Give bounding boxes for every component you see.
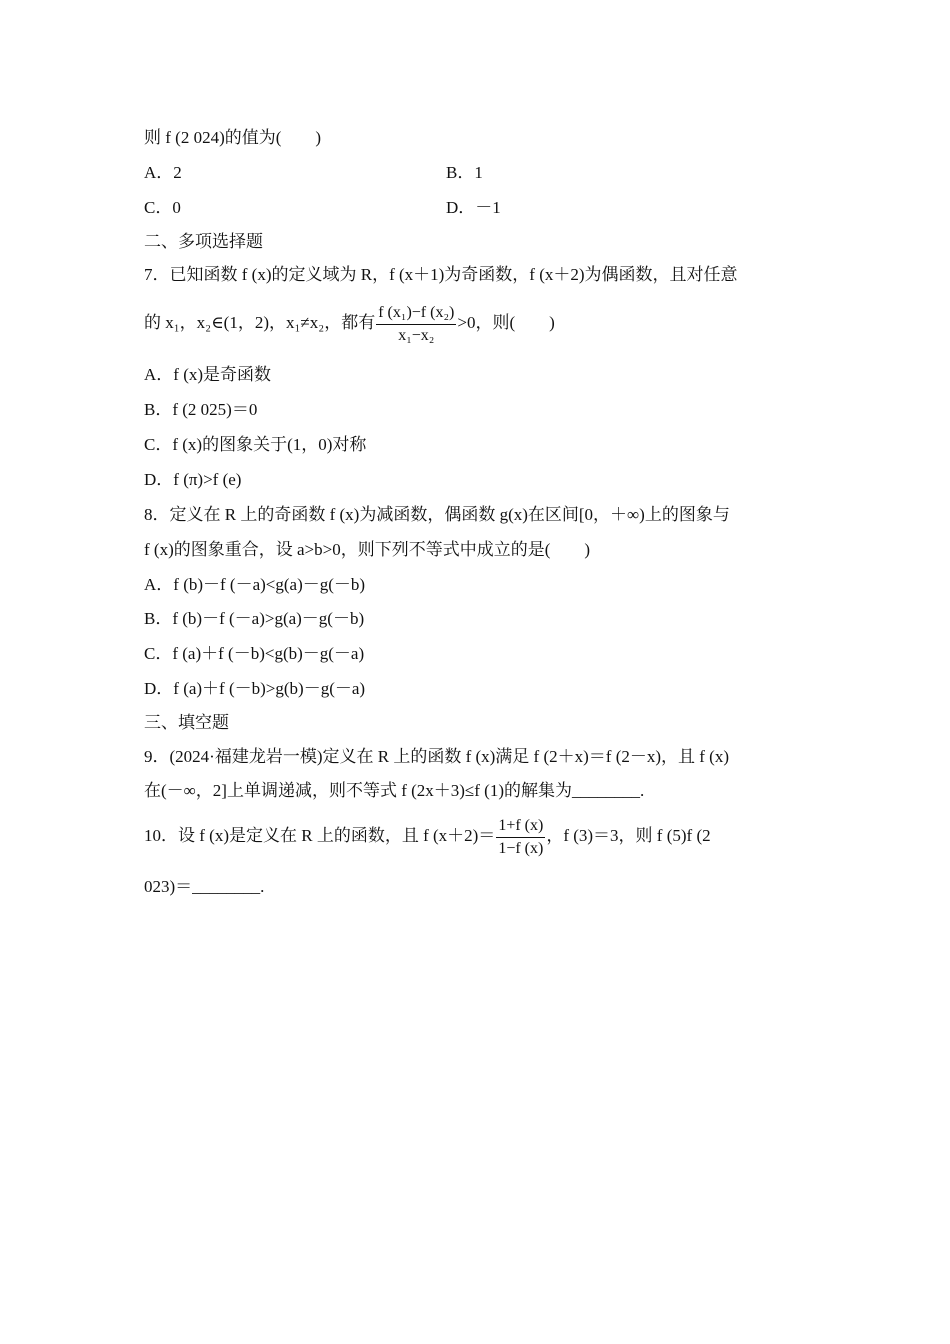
q10-stem-line1-prefix: 10．设 f (x)是定义在 R 上的函数，且 f (x＋2)＝	[144, 826, 496, 845]
q7-stem-line1: 7．已知函数 f (x)的定义域为 R，f (x＋1)为奇函数，f (x＋2)为偶函数，且对任意	[144, 265, 738, 284]
q6-option-b: B．1	[446, 163, 483, 182]
q8-option-d: D．f (a)＋f (－b)>g(b)－g(－a)	[144, 679, 366, 698]
q6-option-a: A．2	[144, 163, 182, 182]
q7-stem-line2-suffix: >0，则( )	[457, 313, 555, 332]
q7-option-c: C．f (x)的图象关于(1，0)对称	[144, 435, 367, 454]
q10-stem-line1-suffix: ，f (3)＝3，则 f (5)f (2	[546, 826, 711, 845]
q8-option-a: A．f (b)－f (－a)<g(a)－g(－b)	[144, 575, 366, 594]
q7-stem-line2-prefix: 的 x₁，x₂∈(1，2)，x₁≠x₂，都有	[144, 313, 376, 332]
q8-option-c: C．f (a)＋f (－b)<g(b)－g(－a)	[144, 644, 365, 663]
q7-option-a: A．f (x)是奇函数	[144, 365, 272, 384]
q8-stem-line1: 8．定义在 R 上的奇函数 f (x)为减函数，偶函数 g(x)在区间[0，＋∞)上的图象与	[144, 505, 730, 524]
q7-fraction	[376, 303, 456, 346]
q6-option-c: C．0	[144, 198, 181, 217]
q10-fraction	[496, 816, 545, 859]
q9-stem-line1: 9．(2024·福建龙岩一模)定义在 R 上的函数 f (x)满足 f (2＋x)＝f (2－x)，且 f (x)	[144, 747, 730, 766]
q7-option-d: D．f (π)>f (e)	[144, 470, 242, 489]
q8-stem-line2: f (x)的图象重合，设 a>b>0，则下列不等式中成立的是( )	[144, 540, 591, 559]
q7-stem-line2	[144, 300, 555, 346]
q8-option-b: B．f (b)－f (－a)>g(a)－g(－b)	[144, 609, 365, 628]
q6-stem: 则 f (2 024)的值为( )	[144, 128, 322, 147]
q6-option-d: D．－1	[446, 198, 501, 217]
q7-fraction-denominator: x₁−x₂	[398, 326, 435, 344]
q7-option-b: B．f (2 025)＝0	[144, 400, 258, 419]
q10-stem-line2: 023)＝________.	[144, 877, 265, 896]
section-heading-multi-choice: 二、多项选择题	[144, 232, 263, 251]
section-heading-fill-blank: 三、填空题	[144, 713, 229, 732]
q10-fraction-numerator: 1+f (x)	[496, 816, 545, 838]
q10-fraction-denominator: 1−f (x)	[498, 839, 544, 857]
q7-fraction-numerator: f (x₁)−f (x₂)	[376, 303, 456, 325]
q10-stem-line1	[144, 813, 711, 859]
q9-stem-line2: 在(－∞，2]上单调递减，则不等式 f (2x＋3)≤f (1)的解集为________.	[144, 781, 645, 800]
